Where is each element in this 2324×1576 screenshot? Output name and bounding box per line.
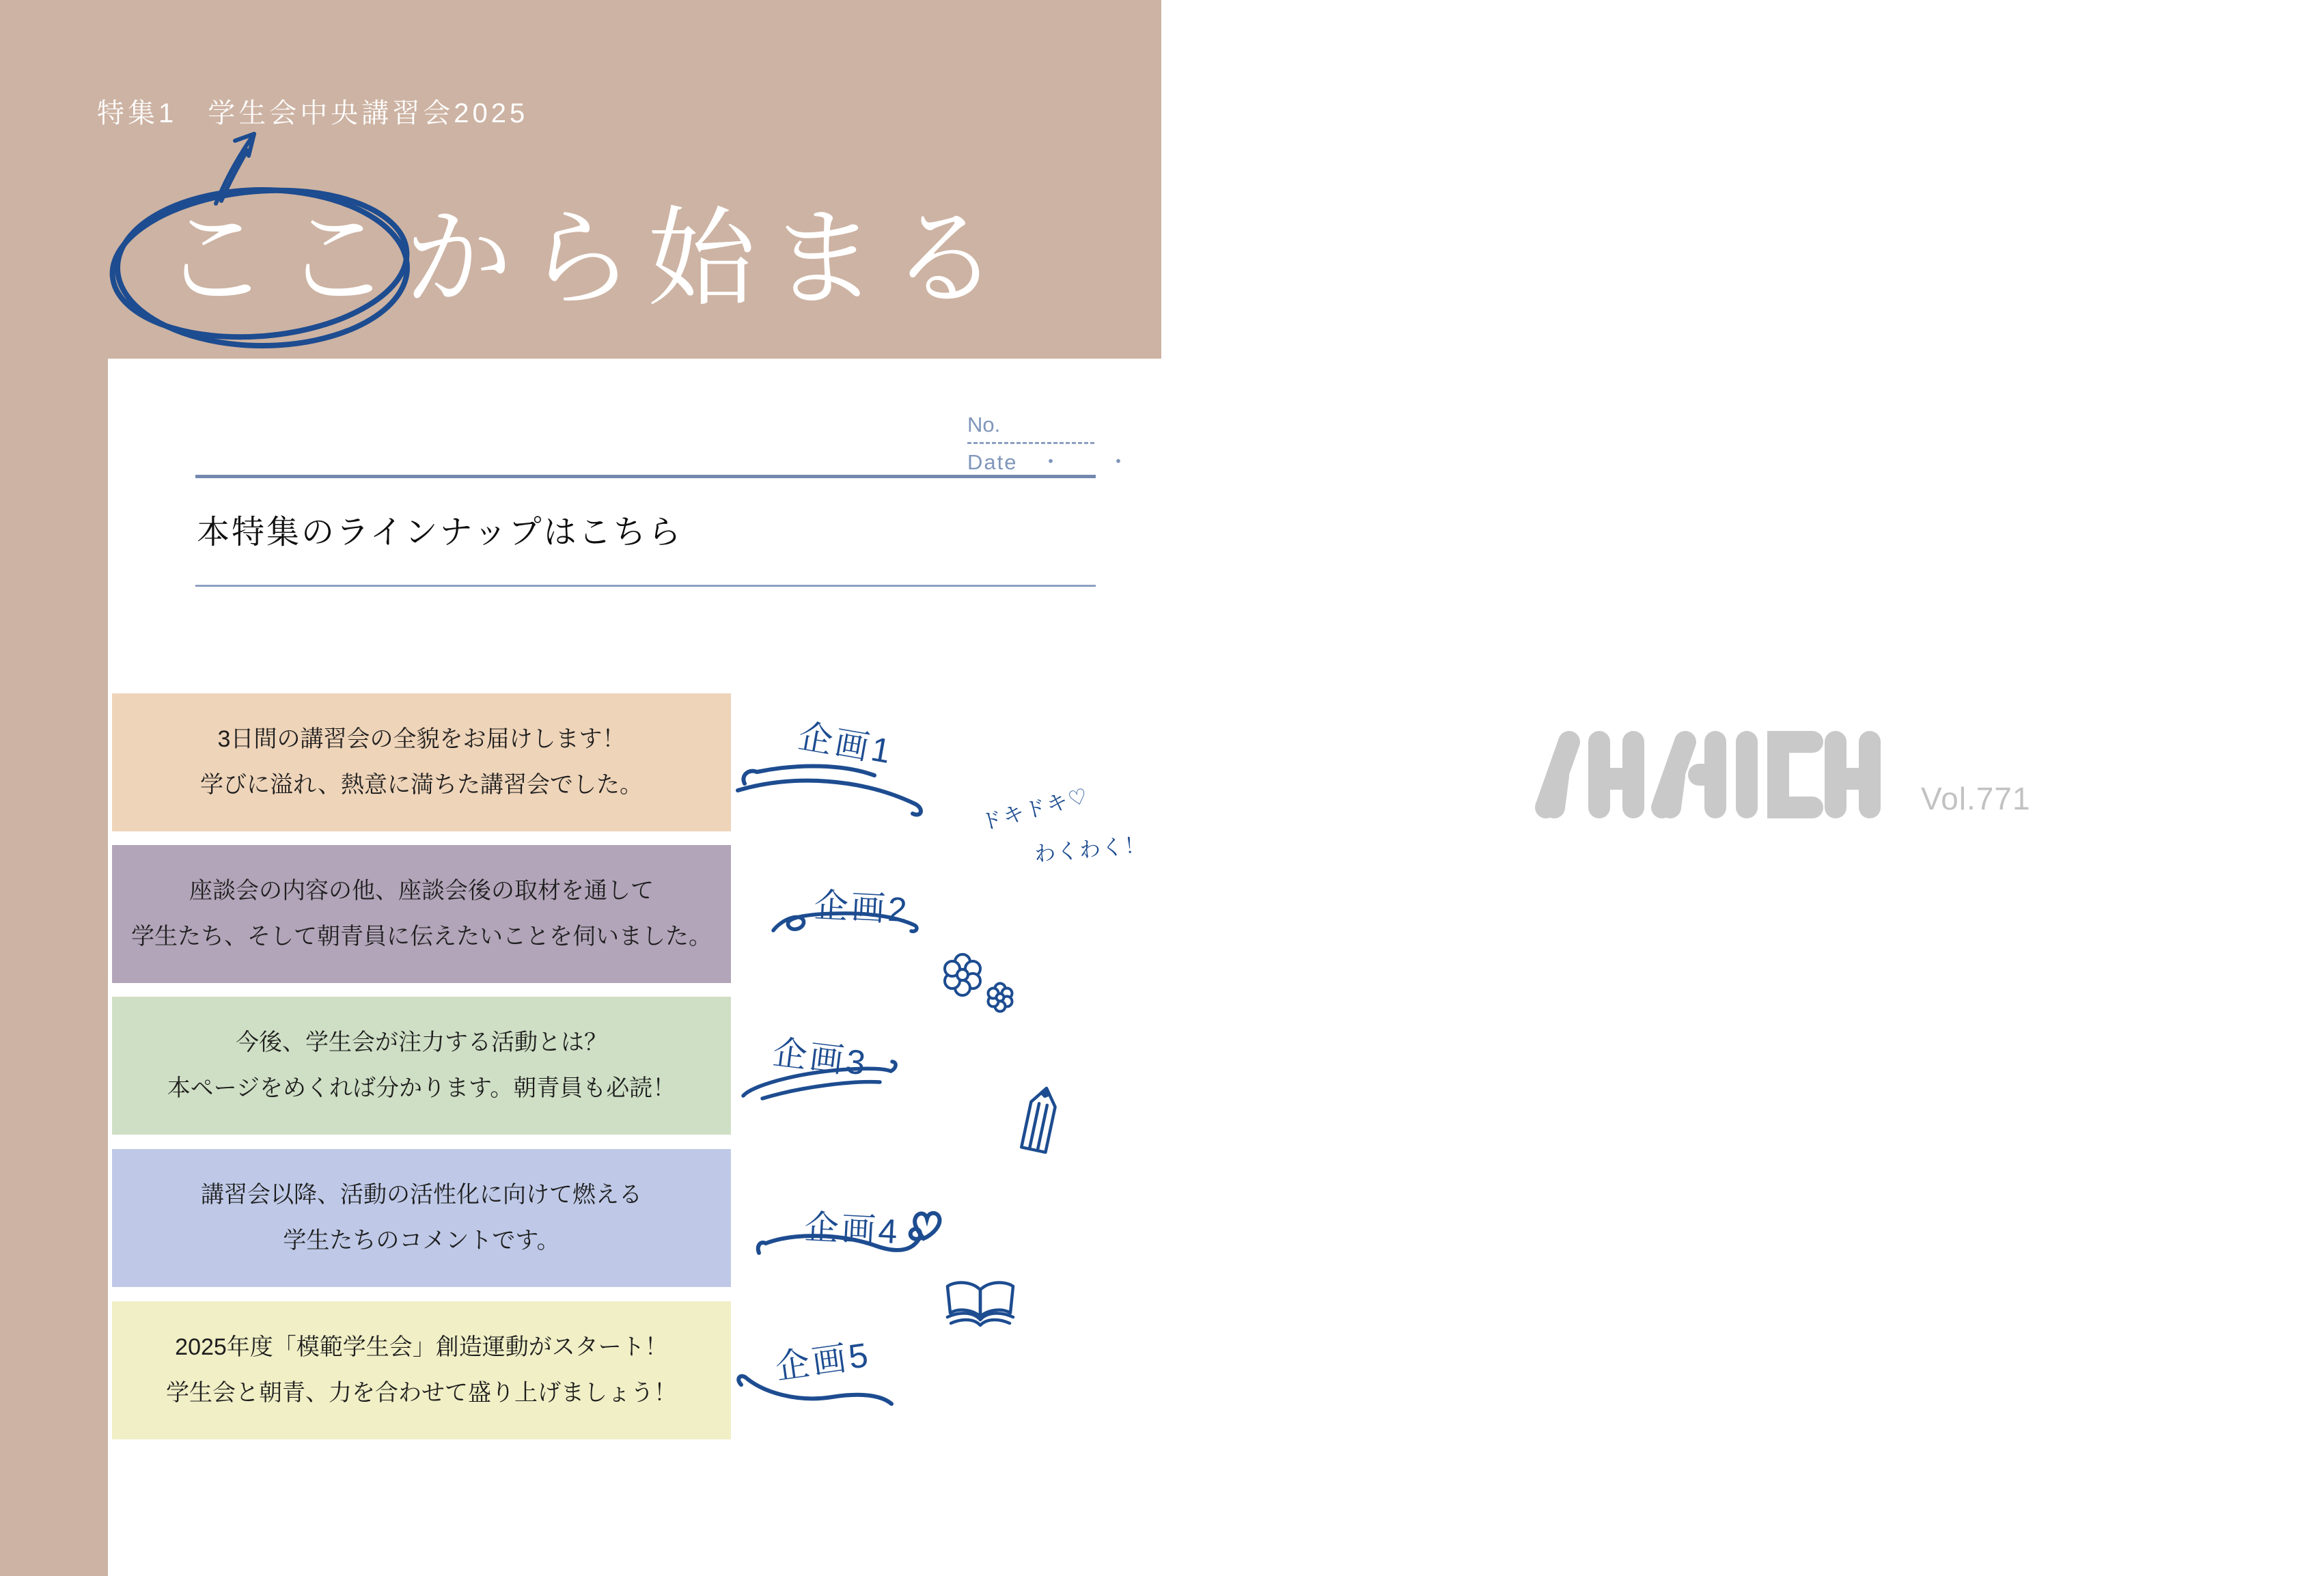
doodle-text-dokidoki: ドキドキ♡	[978, 783, 1092, 835]
no-date-block	[967, 413, 1131, 475]
pencil-icon	[1011, 1081, 1068, 1159]
lineup-item-3	[112, 997, 731, 1135]
squiggle-underline-1-icon	[735, 760, 955, 826]
lineup-item-3-line2: 本ページをめくれば分かります。朝青員も必読！	[167, 1075, 676, 1101]
feature-kicker: 特集1 学生会中央講習会2025	[97, 98, 529, 128]
notebook-rule-bottom	[195, 585, 1096, 587]
date-dots: ・ ・	[1040, 450, 1131, 475]
lineup-item-5-line2: 学生会と朝青、力を合わせて盛り上げましょう！	[166, 1380, 677, 1406]
lineup-item-2	[112, 845, 731, 983]
doodle-text-wakuwaku: わくわく！	[1033, 832, 1148, 866]
lineup-item-2-line2: 学生たち、そして朝青員に伝えたいことを伺いました。	[131, 924, 712, 950]
squiggle-underline-2-icon	[769, 902, 925, 941]
lineup-heading: 本特集のラインナップはこちら	[197, 514, 683, 551]
lineup-item-1-line1: 3日間の講習会の全貌をお届けします！	[217, 725, 626, 752]
no-label: No.	[967, 413, 1094, 444]
plan-tag-1: 企画1	[795, 717, 896, 771]
notebook-rule-top	[195, 475, 1096, 478]
feature-title: ここから始まる	[161, 199, 1012, 319]
plan-tag-5: 企画5	[773, 1335, 873, 1387]
notebook-card	[108, 359, 1161, 1576]
lineup-item-2-line1: 座談会の内容の他、座談会後の取材を通して	[189, 877, 654, 904]
open-book-icon	[943, 1277, 1018, 1335]
squiggle-underline-4-icon	[753, 1208, 939, 1276]
date-label: Date	[967, 450, 1018, 475]
lineup-item-1-line2: 学びに溢れ、熱意に満ちた講習会でした。	[199, 772, 644, 798]
lineup-item-5-line1: 2025年度「模範学生会」創造運動がスタート！	[175, 1333, 668, 1360]
lineup-item-3-line1: 今後、学生会が注力する活動とは？	[236, 1029, 607, 1055]
squiggle-underline-5-icon	[733, 1368, 898, 1415]
volume-number: Vol.771	[1921, 781, 2031, 816]
lineup-item-4	[112, 1149, 731, 1287]
flowers-icon	[940, 953, 1021, 1013]
lineup-item-4-line2: 学生たちのコメントです。	[283, 1228, 560, 1254]
magazine-logo	[1534, 730, 1896, 820]
plan-tag-3: 企画3	[771, 1033, 870, 1083]
plan-tag-4: 企画4	[803, 1208, 901, 1252]
squiggle-underline-3-icon	[738, 1056, 900, 1103]
lineup-item-5	[112, 1301, 731, 1439]
lineup-item-4-line1: 講習会以降、活動の活性化に向けて燃える	[201, 1181, 642, 1208]
plan-tag-2: 企画2	[813, 886, 911, 930]
lineup-item-1	[112, 693, 731, 831]
